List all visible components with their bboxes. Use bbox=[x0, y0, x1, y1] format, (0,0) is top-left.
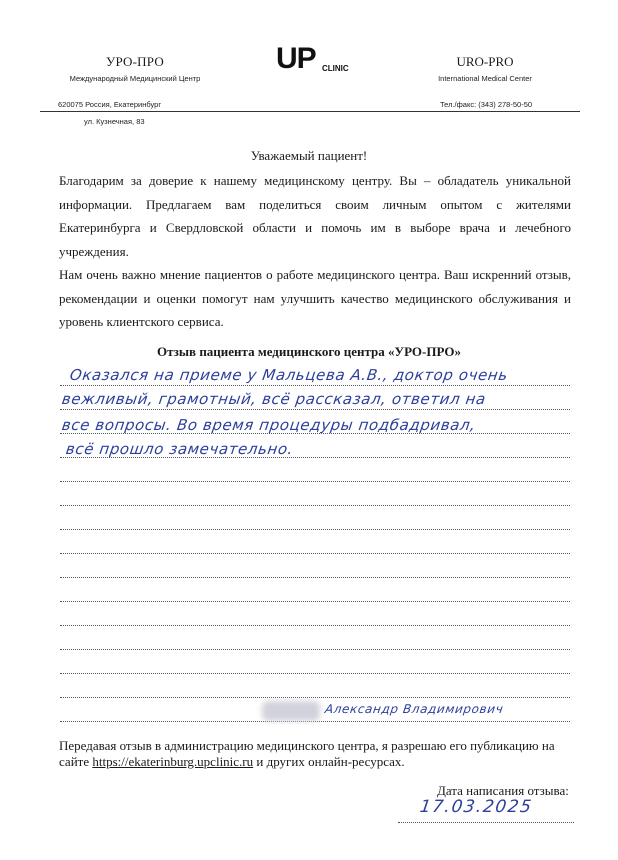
header-divider bbox=[40, 111, 580, 112]
clinic-name-en: URO-PRO bbox=[456, 54, 514, 69]
address-line-1: 620075 Россия, Екатеринбург bbox=[58, 100, 162, 109]
review-line bbox=[60, 649, 570, 650]
review-line bbox=[60, 505, 570, 506]
handwritten-review-line-3: все вопросы. Во время процедуры подбадривал, bbox=[60, 416, 477, 434]
date-dotted-line bbox=[398, 822, 574, 823]
greeting: Уважаемый пациент! bbox=[250, 148, 368, 163]
header-left-block bbox=[40, 54, 230, 83]
date-label: Дата написания отзыва: bbox=[437, 783, 569, 798]
clinic-website-link[interactable]: https://ekaterinburg.upclinic.ru bbox=[92, 754, 254, 769]
review-line bbox=[60, 553, 570, 554]
consent-text-after: и других онлайн-ресурсах. bbox=[253, 754, 405, 769]
review-line bbox=[60, 529, 570, 530]
handwritten-review-line-2: вежливый, грамотный, всё рассказал, ответил на bbox=[60, 390, 488, 408]
redacted-name-blur bbox=[262, 701, 320, 721]
review-title: Отзыв пациента медицинского центра «УРО-ПРО» bbox=[157, 344, 461, 359]
handwritten-date: 17.03.2025 bbox=[418, 797, 534, 817]
clinic-subtitle-en: International Medical Center bbox=[438, 74, 532, 83]
consent-text-before: Передавая отзыв в администрацию медицинского центра, я разрешаю его публикацию на сайте bbox=[59, 738, 555, 769]
review-line bbox=[60, 409, 570, 410]
review-line bbox=[60, 673, 570, 674]
handwritten-review-line-4: всё прошло замечательно. bbox=[64, 440, 295, 458]
publication-consent bbox=[59, 738, 579, 770]
phone-fax: Тел./факс: (343) 278-50-50 bbox=[440, 100, 533, 109]
header-right-block bbox=[400, 54, 570, 83]
clinic-subtitle-ru: Международный Медицинский Центр bbox=[69, 74, 201, 83]
clinic-name-ru: УРО-ПРО bbox=[106, 54, 164, 69]
logo-up-text: UP bbox=[276, 42, 316, 75]
review-line bbox=[60, 577, 570, 578]
logo-clinic-text: CLINIC bbox=[322, 64, 349, 73]
review-line bbox=[60, 601, 570, 602]
review-line bbox=[60, 385, 570, 386]
review-line bbox=[60, 625, 570, 626]
review-line bbox=[60, 697, 570, 698]
review-line bbox=[60, 721, 570, 722]
address-line-2: ул. Кузнечная, 83 bbox=[84, 117, 145, 126]
handwritten-signature: Александр Владимирович bbox=[324, 702, 505, 716]
review-line bbox=[60, 481, 570, 482]
intro-paragraph-1: Благодарим за доверие к нашему медицинскому центру. Вы – обладатель уникальной информации. Предлагаем вам поделиться своим личным опытом с жителями Екатеринбурга и Свердловской области и помочь им в выборе врача и лечебного учреждения. bbox=[59, 173, 571, 259]
intro-paragraph-2: Нам очень важно мнение пациентов о работе медицинского центра. Ваш искренний отзыв, рекомендации и оценки помогут нам улучшить качество медицинского обслуживания и уровень клиентского сервиса. bbox=[59, 267, 571, 329]
handwritten-review-line-1: Оказался на приеме у Мальцева А.В., доктор очень bbox=[68, 366, 510, 384]
